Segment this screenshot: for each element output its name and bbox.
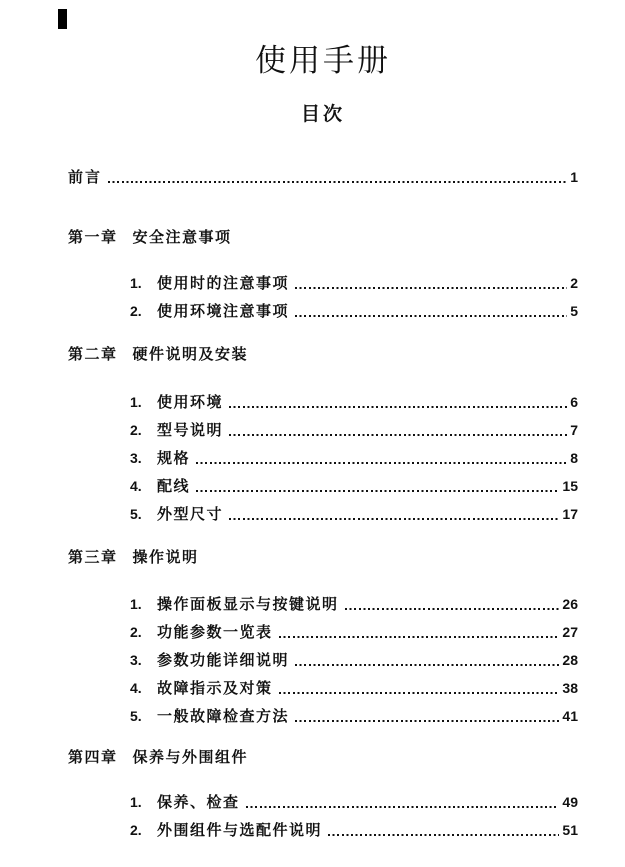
page-number: 15 — [562, 478, 578, 494]
toc-item-row — [68, 303, 578, 320]
item-label: 参数功能详细说明 — [157, 652, 290, 669]
dot-leader — [295, 287, 567, 289]
toc-item-row — [68, 275, 578, 292]
chapter-title: 保养与外围组件 — [132, 749, 249, 766]
dot-leader — [229, 434, 567, 436]
item-number: 2. — [130, 303, 142, 319]
page-number: 7 — [570, 422, 578, 438]
chapter-heading-4 — [68, 749, 578, 766]
dot-leader — [295, 720, 559, 722]
chapter-number: 第二章 — [68, 346, 118, 363]
chapter-number: 第一章 — [68, 229, 118, 246]
dot-leader — [295, 315, 567, 317]
toc-item-row — [68, 822, 578, 839]
item-number: 5. — [130, 506, 142, 522]
item-number: 4. — [130, 478, 142, 494]
item-label: 型号说明 — [157, 422, 224, 439]
item-label: 外围组件与选配件说明 — [157, 822, 323, 839]
page-number: 27 — [562, 624, 578, 640]
toc-item-row — [68, 794, 578, 811]
chapter-heading-3 — [68, 549, 578, 566]
item-label: 功能参数一览表 — [157, 624, 273, 641]
preface-label: 前言 — [68, 169, 103, 186]
toc-heading: 目次 — [300, 104, 345, 125]
dot-leader — [229, 406, 567, 408]
item-number: 2. — [130, 822, 142, 838]
dot-leader — [108, 181, 567, 183]
toc-item-row — [68, 450, 578, 467]
toc-item-row — [68, 394, 578, 411]
item-number: 2. — [130, 624, 142, 640]
item-label: 配线 — [157, 478, 191, 495]
item-number: 2. — [130, 422, 142, 438]
toc-item-row — [68, 624, 578, 641]
caret-mark — [58, 9, 67, 29]
item-label: 故障指示及对策 — [157, 680, 273, 697]
toc-item-row — [68, 478, 578, 495]
item-label: 使用环境注意事项 — [157, 303, 290, 320]
item-number: 3. — [130, 450, 142, 466]
dot-leader — [279, 636, 560, 638]
page-number: 26 — [562, 596, 578, 612]
toc-item-row — [68, 680, 578, 697]
toc-item-row — [68, 652, 578, 669]
dot-leader — [229, 518, 559, 520]
toc-item-row — [68, 506, 578, 523]
item-number: 4. — [130, 680, 142, 696]
page-number: 28 — [562, 652, 578, 668]
page-number: 2 — [570, 275, 578, 291]
item-label: 使用环境 — [157, 394, 224, 411]
page-number: 38 — [562, 680, 578, 696]
toc-item-row — [68, 422, 578, 439]
item-number: 3. — [130, 652, 142, 668]
item-number: 1. — [130, 275, 142, 291]
dot-leader — [196, 462, 567, 464]
dot-leader — [328, 834, 559, 836]
chapter-number: 第四章 — [68, 749, 118, 766]
chapter-heading-1 — [68, 229, 578, 246]
toc-item-row — [68, 596, 578, 613]
item-label: 规格 — [157, 450, 191, 467]
chapter-title: 安全注意事项 — [132, 229, 232, 246]
page-number: 5 — [570, 303, 578, 319]
item-number: 5. — [130, 708, 142, 724]
dot-leader — [279, 692, 560, 694]
item-label: 使用时的注意事项 — [157, 275, 290, 292]
page-number: 8 — [570, 450, 578, 466]
page-number: 41 — [562, 708, 578, 724]
dot-leader — [196, 490, 559, 492]
dot-leader — [246, 806, 560, 808]
item-label: 外型尺寸 — [157, 506, 224, 523]
item-number: 1. — [130, 794, 142, 810]
page-number: 49 — [562, 794, 578, 810]
toc-preface-row — [68, 169, 578, 186]
item-label: 保养、检查 — [157, 794, 240, 811]
page-number: 1 — [570, 169, 578, 185]
dot-leader — [295, 664, 559, 666]
page-number: 51 — [562, 822, 578, 838]
page-number: 17 — [562, 506, 578, 522]
chapter-title: 操作说明 — [132, 549, 199, 566]
toc-item-row — [68, 708, 578, 725]
item-number: 1. — [130, 394, 142, 410]
item-label: 操作面板显示与按键说明 — [157, 596, 339, 613]
chapter-title: 硬件说明及安装 — [132, 346, 249, 363]
item-number: 1. — [130, 596, 142, 612]
chapter-number: 第三章 — [68, 549, 118, 566]
page-number: 6 — [570, 394, 578, 410]
page-title: 使用手册 — [255, 43, 391, 78]
item-label: 一般故障检查方法 — [157, 708, 290, 725]
chapter-heading-2 — [68, 346, 578, 363]
dot-leader — [345, 608, 560, 610]
